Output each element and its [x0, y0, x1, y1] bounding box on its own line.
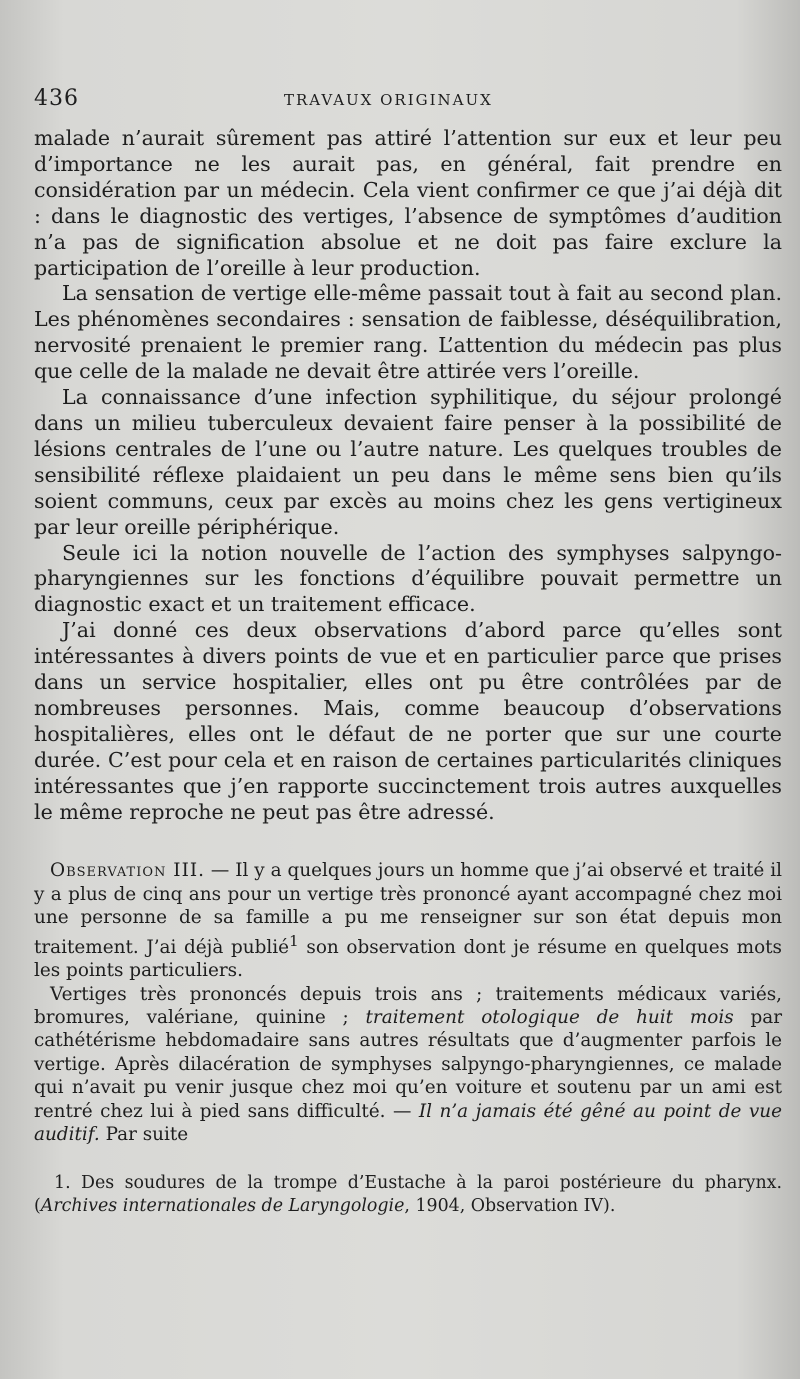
paragraph-1: malade n’aurait sûrement pas attiré l’attention sur eux et leur peu d’importance ne les aurait pas, en général, fait prendre en considération par un médecin. Cela vient confirmer ce que j’ai déjà dit : dans le diagnostic des vertiges, l’absence de symptômes d’audition n’a pas de signification absolue et ne doit pas faire exclure la participation de l’oreille à leur production. — [34, 126, 782, 280]
paragraph-5: J’ai donné ces deux observations d’abord parce qu’elles sont intéressantes à divers points de vue et en particulier parce que prises dans un service hospitalier, elles ont pu être contrôlées par de nombreuses personnes. Mais, comme beaucoup d’observations hospitalières, elles ont le défaut de ne porter que sur une courte durée. C’est pour cela et en raison de certaines particularités cliniques intéressantes que j’en rapporte succinctement trois autres auxquelles le même reproche ne peut pas être adressé. — [34, 618, 782, 824]
observation-text-2c: Par suite — [99, 1124, 189, 1146]
footnote-text-a: 1. Des soudures de la trompe d’Eustache à la paroi postérieure du pharynx. ( — [34, 1173, 782, 1216]
page-header — [34, 86, 782, 126]
footnotes — [34, 1172, 782, 1217]
observation-text-2b: par cathétérisme hebdomadaire sans autres résultats que d’augmenter parfois le vertige. Après dilacération de symphyses salpyngo-pharyngiennes, ce malade qui n’avait pu venir jusque chez moi qu’en voiture et soutenu par un ami est rentré chez lui à pied sans difficulté. — — [34, 1007, 782, 1122]
observation-heading: Observation III. — [50, 860, 205, 882]
footnote-journal: Archives internationales de Laryngologie — [40, 1195, 405, 1216]
observation-text-1-end: son observation dont je résume en quelques mots les points particuliers. — [34, 936, 782, 982]
paragraph-3: La connaissance d’une infection syphilitique, du séjour prolongé dans un milieu tuberculeux devaient faire penser à la possibilité de lésions centrales de l’une ou l’autre nature. Les quelques troubles de sensibilité réflexe plaidaient un peu dans le même sens bien qu’ils soient communs, ceux par excès au moins chez les gens vertigineux par leur oreille périphérique. — [34, 385, 782, 539]
observation-paragraph-1 — [34, 859, 782, 982]
paragraph-4: Seule ici la notion nouvelle de l’action des symphyses salpyngo-pharyngiennes sur les fonctions d’équilibre pouvait permettre un diagnostic exact et un traitement efficace. — [34, 540, 782, 617]
paragraph-2: La sensation de vertige elle-même passait tout à fait au second plan. Les phénomènes secondaires : sensation de faiblesse, déséquilibration, nervosité prenaient le premier rang. L’attention du médecin pas plus que celle de la malade ne devait être attirée vers l’oreille. — [34, 281, 782, 384]
running-title: TRAVAUX ORIGINAUX — [284, 91, 493, 109]
footnote-1 — [34, 1172, 782, 1217]
footnote-marker: 1 — [289, 931, 299, 950]
footnote-text-b: , 1904, Observation IV). — [404, 1195, 616, 1216]
observation-section — [34, 859, 782, 1146]
main-text — [34, 126, 782, 825]
observation-text-1: — Il y a quelques jours un homme que j’ai observé et traité il y a plus de cinq ans pour un vertige très prononcé ayant accompagné chez moi une personne de sa famille a pu me renseigner sur son état depuis mon traitement. J’ai déjà publié — [34, 860, 782, 958]
observation-italic-1: traitement otologique de huit mois — [365, 1007, 734, 1029]
observation-text-2a: Vertiges très prononcés depuis trois ans ; traitements médicaux variés, bromures, valériane, quinine ; — [34, 983, 782, 1029]
observation-italic-2: Il n’a jamais été gêné au point de vue auditif. — [34, 1100, 782, 1146]
page-number: 436 — [34, 86, 79, 111]
observation-paragraph-2 — [34, 983, 782, 1147]
